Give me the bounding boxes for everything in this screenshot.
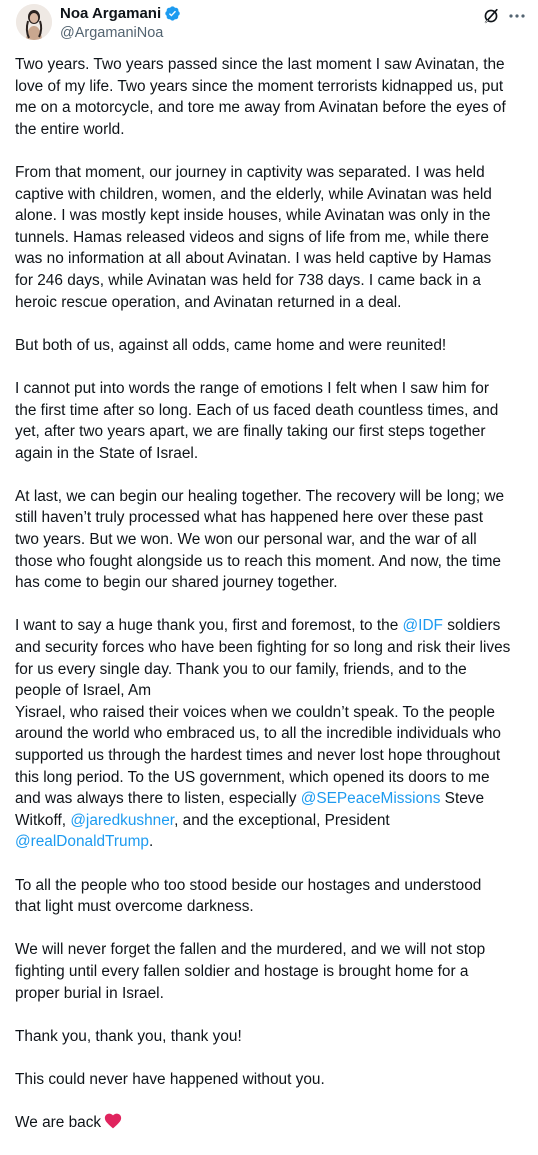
text-line: From that moment, our journey in captivity was separated. I was held [15,163,485,181]
text-segment: We are back [15,1114,102,1132]
text-segment: . [148,833,154,851]
text-line: the first time after so long. Each of us faced death countless times, and [15,401,499,419]
text-line: has come to begin our shared journey together. [15,574,338,592]
text-line: still haven’t truly processed what has happened here over these past [15,509,483,527]
text-segment: and was always there to listen, especially [15,790,301,808]
paragraph-11 [15,1112,523,1134]
text-line: captive with children, women, and the elderly, while Avinatan was held [15,185,492,203]
text-line: was no information at all about Avinatan. I was held captive by Hamas [15,250,492,268]
avatar-image [16,4,52,40]
paragraph-4 [15,378,523,464]
text-line: Thank you, thank you, thank you! [15,1027,242,1045]
text-segment: , and the exceptional, President [174,811,390,829]
text-line: around the world who embraced us, to all the incredible individuals who [15,725,501,743]
text-line [15,788,523,810]
text-line: This could never have happened without you. [15,1070,325,1088]
text-line: people of Israel, Am [15,682,152,700]
text-line: yet, after two years apart, we are finally taking our first steps together [15,423,486,441]
more-options-icon[interactable] [508,10,526,22]
text-line [15,831,523,853]
verified-badge-icon[interactable] [164,5,181,22]
text-line: alone. I was mostly kept inside houses, while Avinatan was only in the [15,207,491,225]
text-line: the entire world. [15,120,125,138]
text-line: Two years. Two years passed since the last moment I saw Avinatan, the [15,56,505,73]
text-line: two years. But we won. We won our personal war, and the war of all [15,531,477,549]
tweet-text [15,54,523,1155]
display-name-row [60,3,181,23]
grok-icon[interactable] [482,7,500,25]
avatar[interactable] [16,4,52,40]
text-segment: Witkoff, [15,811,71,829]
handle[interactable]: @ArgamaniNoa [60,25,164,41]
text-line [15,810,523,832]
text-line: To all the people who too stood beside our hostages and understood [15,876,482,894]
text-line [15,615,523,637]
paragraph-7 [15,875,523,918]
text-segment: soldiers [442,617,501,635]
mention-sepeacemissions-link[interactable]: @SEPeaceMissions [300,790,441,808]
paragraph-6 [15,615,523,853]
text-line: I cannot put into words the range of emotions I felt when I saw him for [15,379,489,397]
text-segment: Steve [440,790,485,808]
text-line: At last, we can begin our healing together. The recovery will be long; we [15,487,505,505]
text-segment: I want to say a huge thank you, first and foremost, to the [15,617,403,635]
mention-realdonaldtrump-link[interactable]: @realDonaldTrump [15,833,149,851]
text-line: and security forces who have been fighting for so long and risk their lives [15,639,511,657]
display-name[interactable]: Noa Argamani [60,4,162,22]
text-line [15,1112,523,1134]
text-line: We will never forget the fallen and the murdered, and we will not stop [15,941,486,959]
paragraph-3 [15,335,523,357]
red-heart-icon [104,1113,122,1129]
text-line: Yisrael, who raised their voices when we couldn’t speak. To the people [15,703,495,721]
text-line: fighting until every fallen soldier and hostage is brought home for a [15,962,469,980]
text-line: me on a motorcycle, and tore me away from Avinatan before the eyes of [15,99,506,117]
text-line: for 246 days, while Avinatan was held for 738 days. I came back in a [15,271,481,289]
paragraph-9 [15,1026,523,1048]
text-line: those who fought alongside us to reach this moment. And now, the time [15,552,501,570]
paragraph-1 [15,54,523,140]
mention-idf-link[interactable]: @IDF [402,617,443,635]
text-line: that light must overcome darkness. [15,898,254,916]
text-line: heroic rescue operation, and Avinatan returned in a deal. [15,293,402,311]
text-line: again in the State of Israel. [15,444,199,462]
text-line: proper burial in Israel. [15,984,164,1002]
author-block [60,3,181,41]
text-line: this long period. To the US government, which opened its doors to me [15,768,490,786]
paragraph-10 [15,1069,523,1091]
text-line: tunnels. Hamas released videos and signs of life from me, while there [15,228,489,246]
text-line: love of my life. Two years since the moment terrorists kidnapped us, put [15,77,504,95]
paragraph-8 [15,939,523,1004]
mention-jaredkushner-link[interactable]: @jaredkushner [70,811,175,829]
paragraph-2 [15,162,523,313]
paragraph-5 [15,486,523,594]
text-line: for us every single day. Thank you to our family, friends, and to the [15,660,467,678]
tweet-header [0,0,538,52]
text-line: But both of us, against all odds, came home and were reunited! [15,336,447,354]
text-line: supported us through the hardest times and never lost hope throughout [15,747,501,764]
